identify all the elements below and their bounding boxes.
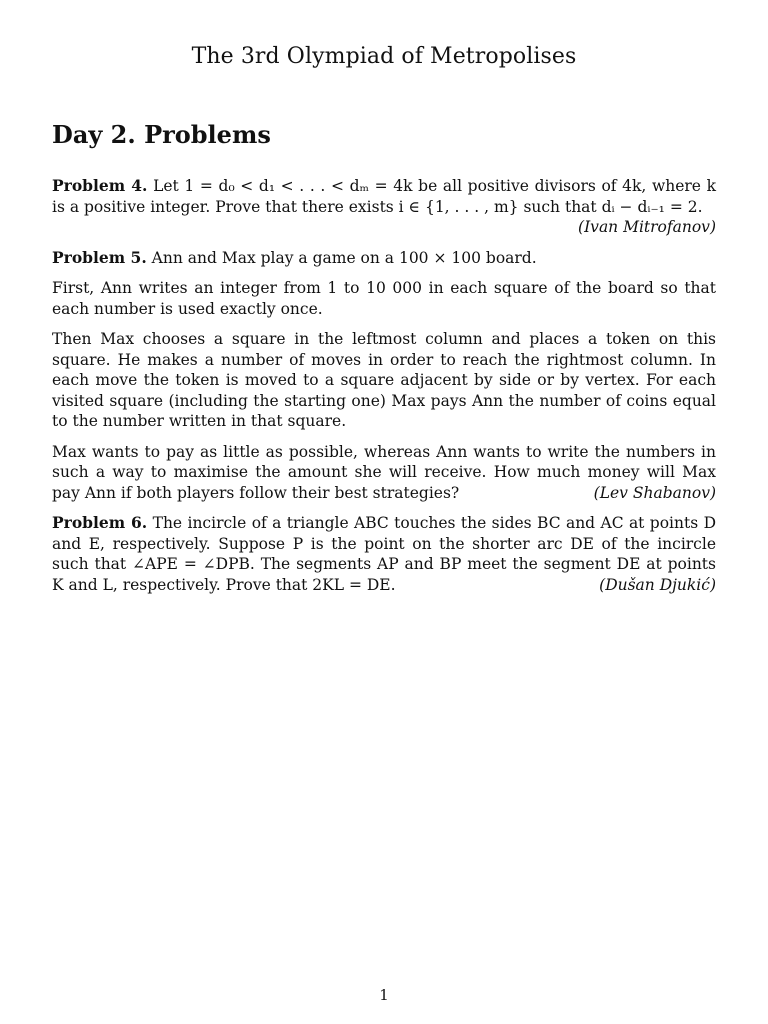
problem-6-author: (Dušan Djukić) [599,575,716,594]
problem-5-text-4: Max wants to pay as little as possible, whereas Ann wants to write the numbers in such a way to maximise the amount she will receive. How much money will Max pay Ann if both players follow their best strategies? [52,442,716,502]
problem-4-author: (Ivan Mitrofanov) [578,218,716,236]
problem-5-final-paragraph [52,442,716,504]
page-number: 1 [379,986,389,1004]
problem-5-label: Problem 5. [52,247,147,267]
problem-6 [52,513,716,595]
problem-6-statement [52,513,716,595]
problem-5-text-3: Then Max chooses a square in the leftmost column and places a token on this square. He makes a number of moves in order to reach the rightmost column. In each move the token is moved to a square adjacent by side or by vertex. For each visited square (including the starting one) Max pays Ann the number of coins equal to the number written in that square. [52,330,716,430]
problem-4-statement [52,176,716,217]
problem-4 [52,176,716,238]
problems-list [52,176,716,605]
section-heading: Day 2. Problems [52,120,271,149]
problem-5 [52,248,716,504]
problem-5-text-2: First, Ann writes an integer from 1 to 10 000 in each square of the board so that each number is used exactly once. [52,279,716,318]
problem-5-intro [52,248,716,269]
problem-6-label: Problem 6. [52,513,148,532]
problem-5-text-1: Ann and Max play a game on a 100 × 100 board. [151,248,537,267]
problem-4-text: Let 1 = d₀ < d₁ < . . . < dₘ = 4k be all positive divisors of 4k, where k is a positive integer. Prove that there exists i ∈ {1, . . . , m} such that dᵢ − dᵢ₋₁ = 2. [52,177,716,216]
problem-4-label: Problem 4. [52,176,148,195]
problem-6-text: The incircle of a triangle ABC touches the sides BC and AC at points D and E, respectively. Suppose P is the point on the shorter arc DE of the incircle such that ∠APE = ∠DPB. The segments AP and BP meet the segment DE at points K and L, respectively. Prove that 2KL = DE. [52,514,717,594]
document-title: The 3rd Olympiad of Metropolises [191,44,577,69]
problem-5-author: (Lev Shabanov) [593,483,716,502]
